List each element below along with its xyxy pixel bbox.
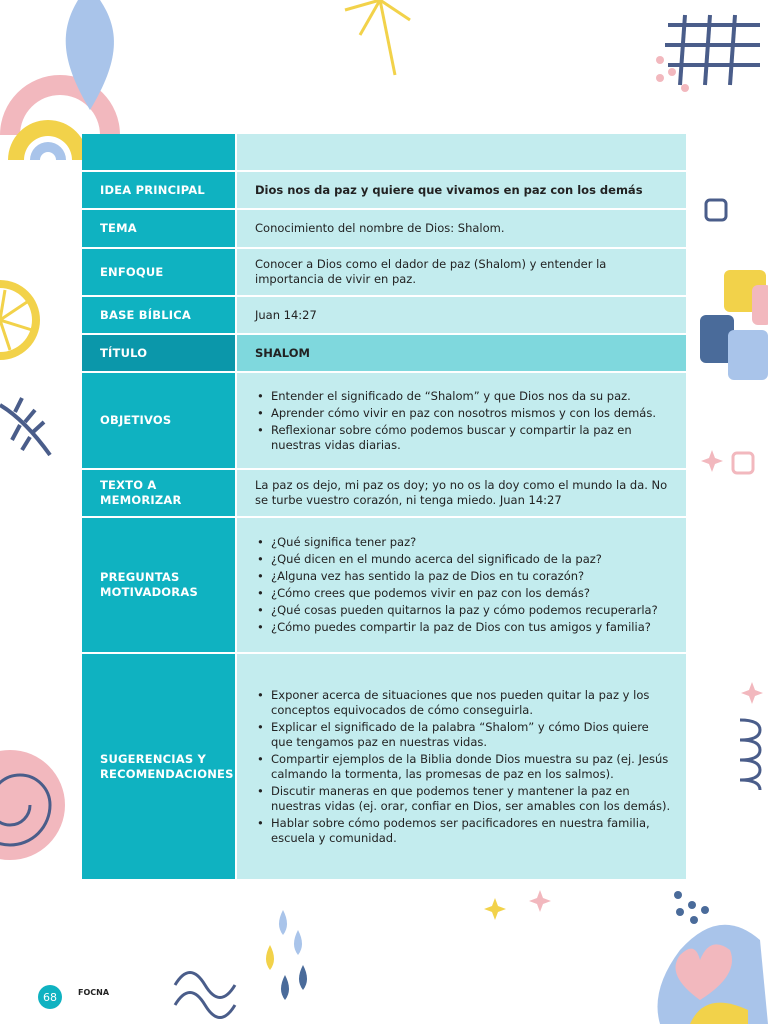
wave-icon — [175, 973, 235, 1018]
sparkle-icon — [484, 898, 506, 920]
main-idea-text: Dios nos da paz y quiere que vivamos en paz con los demás — [255, 182, 643, 197]
list-item: • Compartir ejemplos de la Biblia donde Dios muestra su paz (ej. Jesús calmando la tormenta, las promesas de paz en los salmos). — [271, 752, 672, 782]
spiral-icon — [740, 720, 760, 790]
list-item: • Aprender cómo vivir en paz con nosotros mismos y con los demás. — [271, 406, 672, 421]
row-label: OBJETIVOS — [82, 373, 235, 468]
page-number: 68 — [38, 985, 62, 1009]
list-item: • Explicar el significado de la palabra “Shalom” y cómo Dios quiere que tengamos paz en nuestras vidas. — [271, 720, 672, 750]
row-label: TEMA — [82, 210, 235, 247]
row-value — [237, 335, 686, 371]
table-row — [82, 210, 686, 247]
swirl-icon — [0, 750, 65, 860]
row-value: La paz os dejo, mi paz os doy; yo no os la doy como el mundo la da. No se turbe vuestro corazón, ni tenga miedo. Juan 14:27 — [237, 470, 686, 516]
list-item: • Entender el significado de “Shalom” y que Dios nos da su paz. — [271, 389, 672, 404]
row-label: IDEA PRINCIPAL — [82, 172, 235, 208]
table-row — [82, 134, 686, 170]
dandelion-icon — [345, 0, 410, 75]
list-item: • ¿Cómo puedes compartir la paz de Dios con tus amigos y familia? — [271, 620, 658, 635]
branch-icon — [0, 398, 50, 455]
tiles-icon — [700, 270, 768, 380]
suggestions-list — [255, 686, 672, 848]
row-label: BASE BÍBLICA — [82, 297, 235, 333]
dots-icon — [656, 56, 689, 92]
list-item: • Reflexionar sobre cómo podemos buscar y compartir la paz en nuestras vidas diarias. — [271, 423, 672, 453]
row-value — [237, 518, 686, 652]
footer-brand: FOCNA — [78, 988, 110, 997]
heart-blob-icon — [658, 891, 768, 1024]
row-value: Juan 14:27 — [237, 297, 686, 333]
row-label: SUGERENCIAS Y RECOMENDACIONES — [82, 654, 235, 879]
questions-list — [255, 533, 658, 637]
drops-icon — [266, 910, 307, 1000]
row-value — [237, 134, 686, 170]
list-item: • Exponer acerca de situaciones que nos pueden quitar la paz y los conceptos equivocados de cómo conseguirla. — [271, 688, 672, 718]
row-label: TÍTULO — [82, 335, 235, 371]
table-row — [82, 249, 686, 295]
table-row — [82, 297, 686, 333]
list-item: • ¿Qué cosas pueden quitarnos la paz y cómo podemos recuperarla? — [271, 603, 658, 618]
row-label — [82, 134, 235, 170]
table-row — [82, 172, 686, 208]
lemon-icon — [0, 280, 40, 360]
table-row — [82, 654, 686, 879]
table-row — [82, 470, 686, 516]
row-value — [237, 373, 686, 468]
table-row — [82, 373, 686, 468]
square-icon — [733, 453, 753, 473]
grid-icon — [665, 15, 760, 85]
square-icon — [706, 200, 726, 220]
lesson-table — [82, 134, 686, 881]
row-value — [237, 654, 686, 879]
list-item: • Discutir maneras en que podemos tener y mantener la paz en nuestras vidas (ej. orar, confiar en Dios, ser amables con los demás). — [271, 784, 672, 814]
list-item: • ¿Alguna vez has sentido la paz de Dios en tu corazón? — [271, 569, 658, 584]
row-label: ENFOQUE — [82, 249, 235, 295]
objectives-list — [255, 387, 672, 455]
list-item: • Hablar sobre cómo podemos ser pacificadores en nuestra familia, escuela y comunidad. — [271, 816, 672, 846]
table-row — [82, 518, 686, 652]
list-item: • ¿Qué significa tener paz? — [271, 535, 658, 550]
row-label: TEXTO A MEMORIZAR — [82, 470, 235, 516]
row-value: Conocer a Dios como el dador de paz (Shalom) y entender la importancia de vivir en paz. — [237, 249, 686, 295]
list-item: • ¿Qué dicen en el mundo acerca del significado de la paz? — [271, 552, 658, 567]
list-item: • ¿Cómo crees que podemos vivir en paz con los demás? — [271, 586, 658, 601]
title-text: SHALOM — [255, 345, 310, 360]
row-value: Conocimiento del nombre de Dios: Shalom. — [237, 210, 686, 247]
table-row — [82, 335, 686, 371]
row-value — [237, 172, 686, 208]
leaf-icon — [66, 0, 114, 110]
row-label: PREGUNTAS MOTIVADORAS — [82, 518, 235, 652]
